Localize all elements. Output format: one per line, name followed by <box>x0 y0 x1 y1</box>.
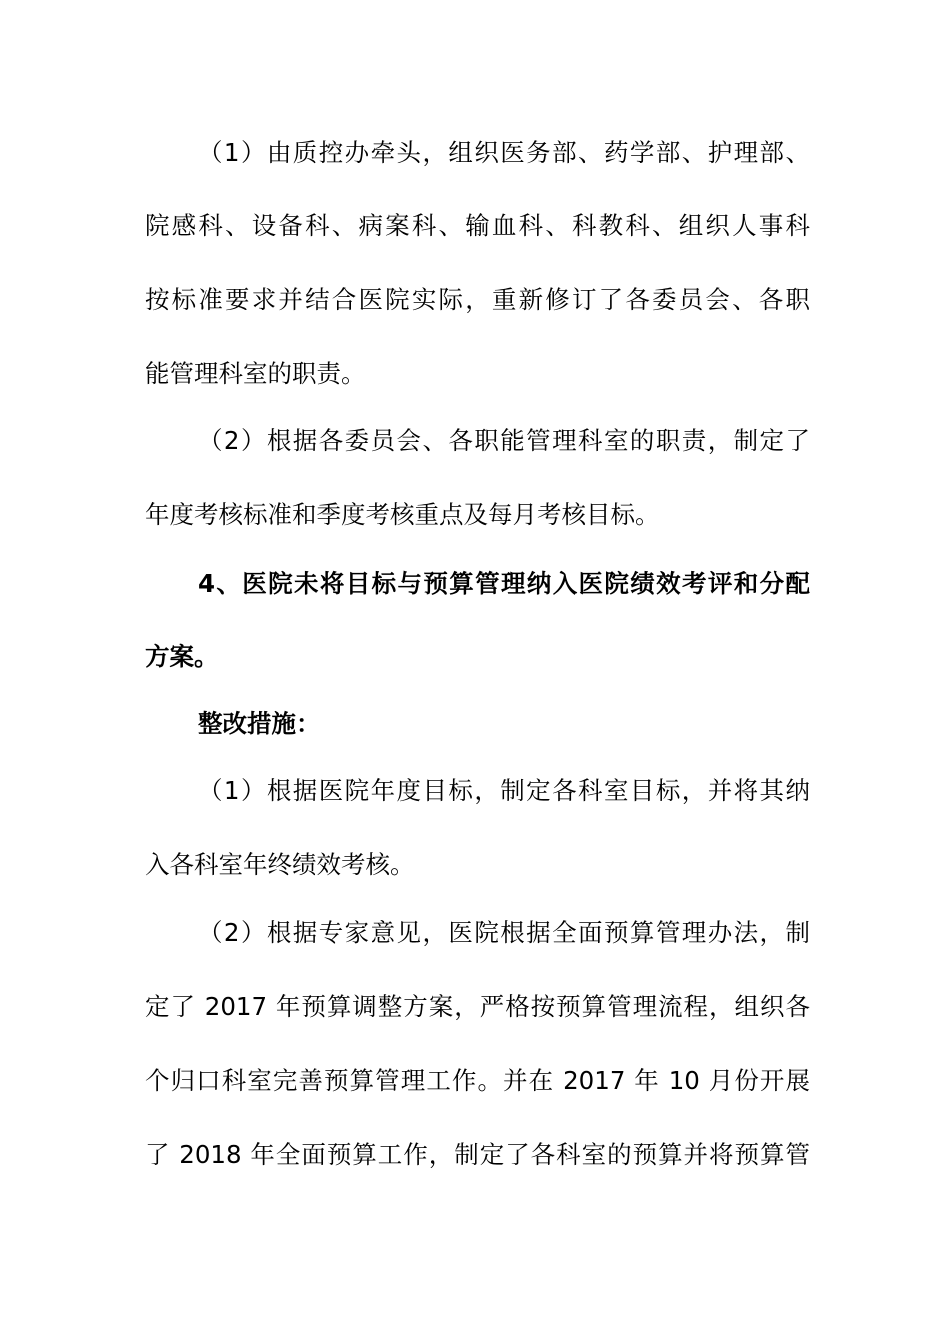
section-heading-line-2: 方案。 <box>145 642 219 671</box>
paragraph-2-line-2: 年度考核标准和季度考核重点及每月考核目标。 <box>145 500 660 529</box>
paragraph-1-line-3: 按标准要求并结合医院实际，重新修订了各委员会、各职 <box>145 285 810 314</box>
paragraph-1-line-2: 院感科、设备科、病案科、输血科、科教科、组织人事科 <box>145 211 810 240</box>
paragraph-2-line-1: （2）根据各委员会、各职能管理科室的职责，制定了 <box>198 426 810 455</box>
paragraph-1-line-1: （1）由质控办牵头，组织医务部、药学部、护理部、 <box>198 138 810 167</box>
section-heading-line-1: 4、医院未将目标与预算管理纳入医院绩效考评和分配 <box>198 569 810 598</box>
paragraph-3-line-1: （1）根据医院年度目标，制定各科室目标，并将其纳 <box>198 776 810 805</box>
rectification-measures-heading: 整改措施： <box>198 709 321 738</box>
paragraph-1-line-4: 能管理科室的职责。 <box>145 359 366 388</box>
paragraph-4-line-2: 定了 2017 年预算调整方案，严格按预算管理流程，组织各 <box>145 992 810 1021</box>
paragraph-3-line-2: 入各科室年终绩效考核。 <box>145 850 415 879</box>
paragraph-4-line-1: （2）根据专家意见，医院根据全面预算管理办法，制 <box>198 918 810 947</box>
paragraph-4-line-4: 了 2018 年全面预算工作，制定了各科室的预算并将预算管 <box>145 1140 810 1169</box>
paragraph-4-line-3: 个归口科室完善预算管理工作。并在 2017 年 10 月份开展 <box>145 1066 810 1095</box>
